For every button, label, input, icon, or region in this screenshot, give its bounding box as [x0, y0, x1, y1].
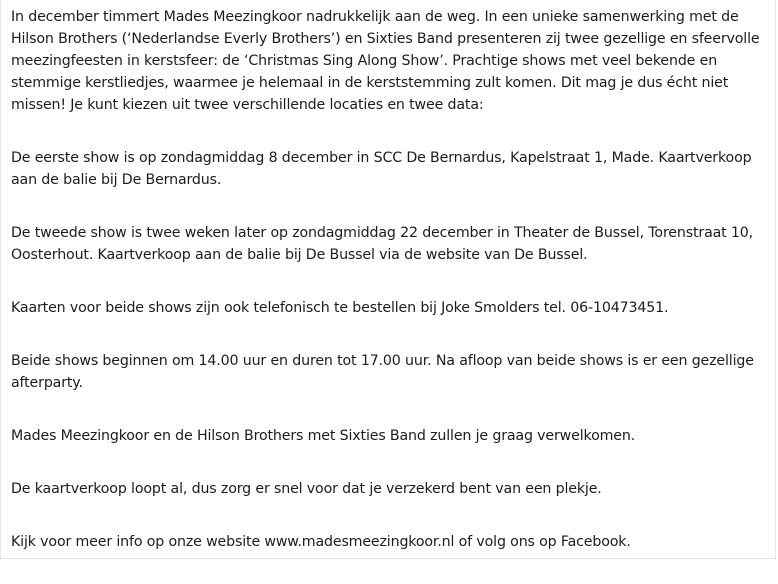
paragraph-times: Beide shows beginnen om 14.00 uur en duren tot 17.00 uur. Na afloop van beide shows is er een gezellige afterparty. — [11, 353, 754, 391]
paragraph-ticket-sales: De kaartverkoop loopt al, dus zorg er snel voor dat je verzekerd bent van een plekje. — [11, 481, 602, 497]
paragraph-welcome: Mades Meezingkoor en de Hilson Brothers met Sixties Band zullen je graag verwelkomen. — [11, 428, 636, 444]
paragraph-phone-tickets: Kaarten voor beide shows zijn ook telefonisch te bestellen bij Joke Smolders tel. 06-10473451. — [11, 300, 669, 316]
article-text — [11, 6, 771, 584]
paragraph-first-show: De eerste show is op zondagmiddag 8 december in SCC De Bernardus, Kapelstraat 1, Made. Kaartverkoop aan de balie bij De Bernardus. — [11, 150, 752, 188]
paragraph-more-info: Kijk voor meer info op onze website www.madesmeezingkoor.nl of volg ons op Facebook. — [11, 534, 631, 550]
paragraph-second-show: De tweede show is twee weken later op zondagmiddag 22 december in Theater de Bussel, Torenstraat 10, Oosterhout. Kaartverkoop aan de balie bij De Bussel via de website van De Bussel. — [11, 225, 754, 263]
paragraph-intro: In december timmert Mades Meezingkoor nadrukkelijk aan de weg. In een unieke samenwerking met de Hilson Brothers (‘Nederlandse Everly Brothers’) en Sixties Band presenteren zij twee gezellige en sfeervolle meezingfeesten in kerstsfeer: de ‘Christmas Sing Along Show’. Prachtige shows met veel bekende en stemmige kerstliedjes, waarmee je helemaal in de kerststemming zult komen. Dit mag je dus écht niet missen! Je kunt kiezen uit twee verschillende locaties en twee data: — [11, 9, 760, 113]
